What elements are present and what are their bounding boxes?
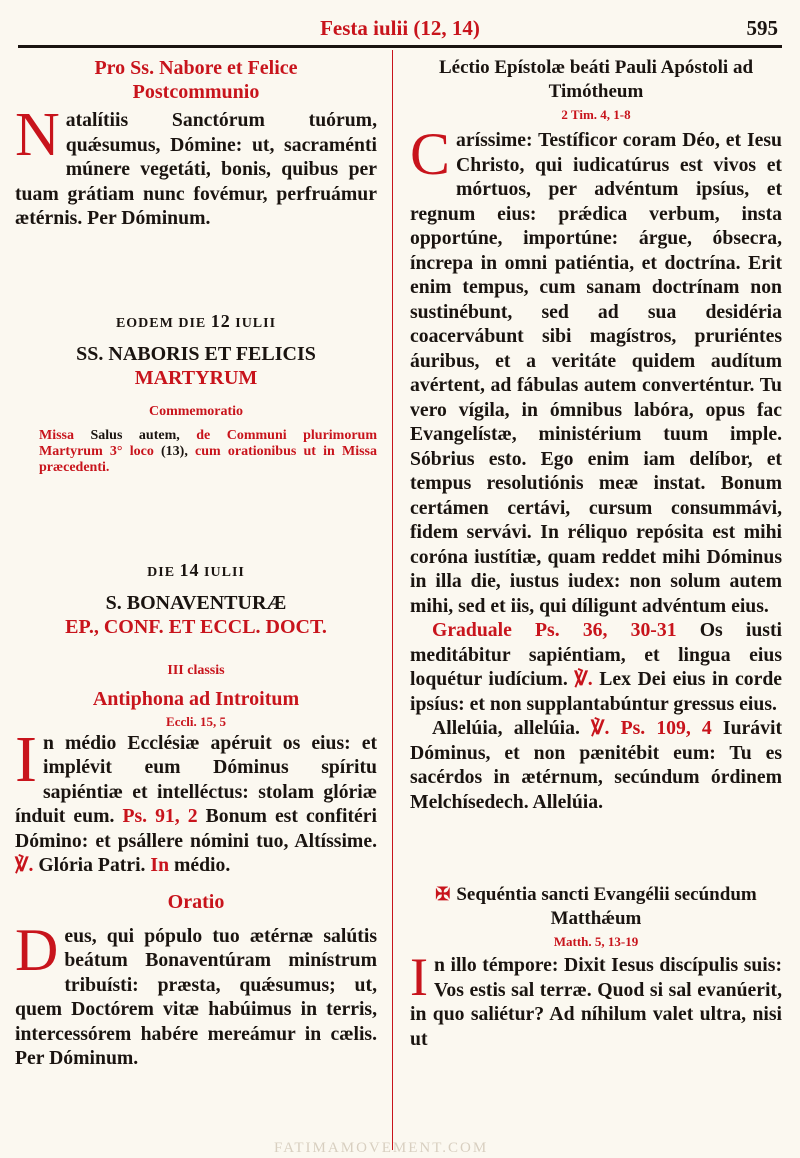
missa-rubric: Missa Salus autem, de Communi plurimorum Martyrum 3° loco (13), cum orationibus ut in Missa præcedenti.: [39, 427, 378, 475]
lectio-ref: 2 Tim. 4, 1-8: [561, 107, 631, 122]
cross-icon: ✠: [435, 884, 451, 904]
oratio-text: Deus, qui pópulo tuo ætérnæ salútis beátum Bonaventúram minístrum tribuísti: præsta, quǽsumus; ut, quem Doctórem vitæ habúimus in terris, intercessórem habére mereámur in cælis. Per Dóminum.: [15, 916, 377, 1069]
graduale-text: Graduale Ps. 36, 30-31 Os iusti meditábitur sapiéntiam, et lingua eius loquétur iudícium. ℣. Lex Dei eius in corde ipsíus: et non supplantabúntur gressus eius.: [410, 619, 783, 715]
postcommunio-heading: Postcommunio: [132, 81, 260, 103]
lectio-text: Caríssime: Testíficor coram Déo, et Iesu Christo, qui iudicatúrus est vivos et mórtuos, per advéntum ipsíus, et regnum eius: prǽdica verbum, insta opportúne, importúne: árgue, óbsecra, íncrepa in omni patiéntia, et doctrína. Erit enim tempus, cum sanam doctrínam non sustinébunt, sed ad sua desidéria coacervábunt sibi magístros, pruriéntes áuribus, et a veritáte quidem audítum avértent, ad fábulas autem converténtur. Tu vero vígila, in ómnibus labóra, opus fac Evangelístæ, ministérium tuum imple. Sóbrius esto. Ego enim iam delíbor, et tempus resolutiónis meæ instat. Bonum certámen certávi, cursum consummávi, fidem servávi. In réliquo repósita est mihi coróna iustítiæ, quam reddet mihi Dóminus in illa die, iustus iudex: non solum autem mihi, sed et iis, qui díligunt advéntum eius.: [410, 121, 782, 617]
saint-sub-doct: EP., CONF. ET ECCL. DOCT.: [65, 615, 327, 638]
evangelium-text: In illo témpore: Dixit Iesus discípulis suis: Vos estis sal terræ. Quod si sal evanúerit, in quo saliétur? Ad níhilum valet ultra, nisi ut: [410, 947, 782, 1050]
drop-cap-i: I: [15, 722, 37, 796]
postcommunio-text: Natalítiis Sanctórum tuórum, quǽsumus, Dómine: ut, sacraménti múnere vegetáti, bonis, quibus per tuam grátiam nunc fovémur, perfruámur ætérnis. Per Dóminum.: [15, 101, 377, 229]
header-rule: [18, 45, 782, 48]
drop-cap-c: C: [410, 121, 451, 187]
lectio-heading: Léctio Epístolæ beáti Pauli Apóstoli ad Timótheum: [438, 57, 754, 102]
die-14-line: DIE 14 IULII: [147, 559, 245, 580]
page-header: [0, 0, 800, 44]
introit-text: In médio Ecclésiæ apéruit os eius: et implévit eum Dóminus spíritu sapiéntiæ et intelléctus: stolam glóriæ índuit eum. Ps. 91, 2 Bonum est confitéri Dómino: et psállere nómini tuo, Altíssime. ℣. Glória Patri. In médio.: [15, 722, 378, 876]
section-title-nabore: Pro Ss. Nabore et Felice: [94, 57, 298, 79]
saint-title-bonaventurae: S. BONAVENTURÆ: [105, 591, 287, 614]
versicle-symbol: ℣.: [15, 854, 34, 876]
right-column: [410, 56, 782, 1051]
watermark: FATIMAMOVEMENT.COM: [274, 1140, 489, 1156]
evangelium-ref: Matth. 5, 13-19: [553, 934, 639, 949]
drop-cap-n: N: [15, 101, 60, 169]
alleluia-text: Allelúia, allelúia. ℣. Ps. 109, 4 Iurávit Dóminus, et non pænitébit eum: Tu es sacérdos in ætérnum, secúndum órdinem Melchísedech. Allelúia.: [410, 717, 782, 813]
drop-cap-i-evangelium: I: [410, 947, 428, 1007]
page-number: 595: [746, 16, 778, 40]
classis-label: III classis: [167, 662, 225, 678]
commemoratio-label: Commemoratio: [148, 403, 244, 419]
left-column: [15, 56, 377, 1071]
eodem-die-line: EODEM DIE 12 IULII: [115, 310, 277, 331]
drop-cap-d: D: [15, 916, 59, 983]
saints-title-naboris: SS. NABORIS ET FELICIS: [76, 342, 316, 365]
oratio-heading: Oratio: [167, 890, 225, 913]
running-title: Festa iulii (12, 14): [320, 16, 480, 40]
introit-ref: Eccli. 15, 5: [166, 713, 226, 729]
versicle-symbol: ℣.: [591, 717, 610, 739]
antiphona-heading: Antiphona ad Introitum: [92, 687, 300, 710]
sequentia-heading: ✠ Sequéntia sancti Evangélii secúndum Matthǽum: [435, 884, 757, 929]
column-divider: [392, 50, 393, 1150]
graduale-label: Graduale Ps. 36, 30-31: [432, 619, 677, 641]
versicle-symbol: ℣.: [574, 668, 593, 690]
saints-sub-martyrum: MARTYRUM: [134, 366, 258, 389]
